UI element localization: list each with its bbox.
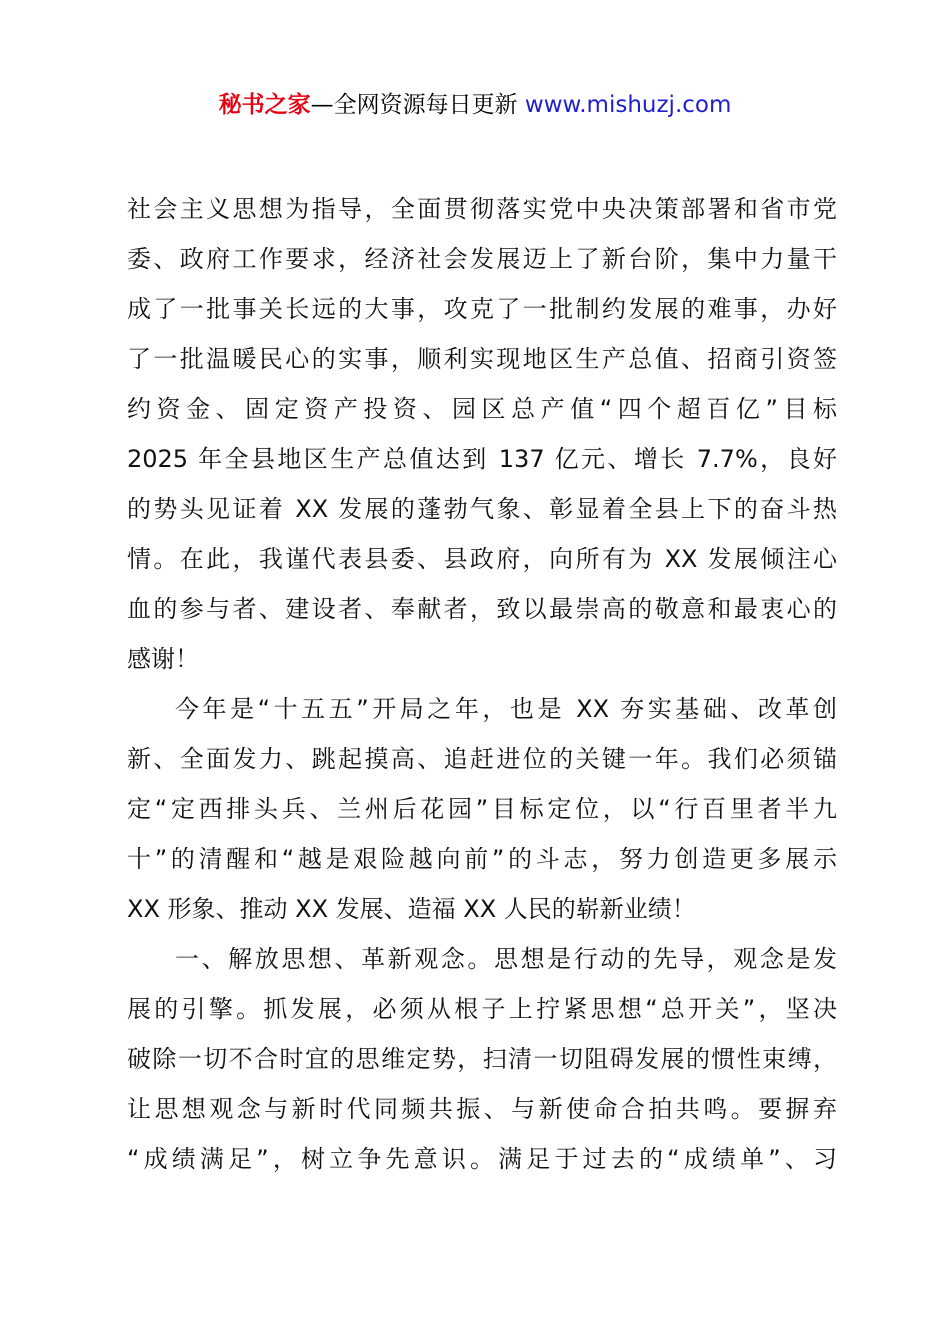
text-line: 2025 年全县地区生产总值达到 137 亿元、增长 7.7%，良好: [127, 445, 837, 473]
site-url-link[interactable]: www.mishuzj.com: [524, 92, 732, 118]
text-line: 破除一切不合时宜的思维定势，扫清一切阻碍发展的惯性束缚，: [127, 1045, 837, 1073]
text-line: 了一批温暖民心的实事，顺利实现地区生产总值、招商引资签: [127, 345, 837, 373]
text-line: 让思想观念与新时代同频共振、与新使命合拍共鸣。要摒弃: [127, 1095, 837, 1123]
text-line: 定“定西排头兵、兰州后花园”目标定位，以“行百里者半九: [127, 795, 837, 823]
text-line: 一、解放思想、革新观念。思想是行动的先导，观念是发: [175, 945, 837, 973]
text-line: 委、政府工作要求，经济社会发展迈上了新台阶，集中力量干: [127, 245, 837, 273]
text-line: 的势头见证着 XX 发展的蓬勃气象、彰显着全县上下的奋斗热: [127, 495, 837, 523]
text-line: 今年是“十五五”开局之年，也是 XX 夯实基础、改革创: [175, 695, 837, 723]
body-text: [127, 184, 837, 1184]
text-line: 十”的清醒和“越是艰险越向前”的斗志，努力创造更多展示: [127, 845, 837, 873]
text-line: 血的参与者、建设者、奉献者，致以最崇高的敬意和最衷心的: [127, 595, 837, 623]
text-line: 新、全面发力、跳起摸高、追赶进位的关键一年。我们必须锚: [127, 745, 837, 773]
text-line: 感谢！: [127, 645, 199, 673]
text-line: “成绩满足”，树立争先意识。满足于过去的“成绩单”、习: [127, 1145, 837, 1173]
brand-name: 秘书之家: [218, 92, 311, 118]
header-tagline: —全网资源每日更新: [310, 92, 525, 118]
text-line: 社会主义思想为指导，全面贯彻落实党中央决策部署和省市党: [127, 195, 837, 223]
page-header: [0, 88, 950, 122]
text-line: XX 形象、推动 XX 发展、造福 XX 人民的崭新业绩！: [127, 895, 696, 923]
text-line: 成了一批事关长远的大事，攻克了一批制约发展的难事，办好: [127, 295, 837, 323]
text-line: 展的引擎。抓发展，必须从根子上拧紧思想“总开关”，坚决: [127, 995, 837, 1023]
text-line: 情。在此，我谨代表县委、县政府，向所有为 XX 发展倾注心: [127, 545, 837, 573]
text-line: 约资金、固定资产投资、园区总产值“四个超百亿”目标: [127, 395, 837, 423]
